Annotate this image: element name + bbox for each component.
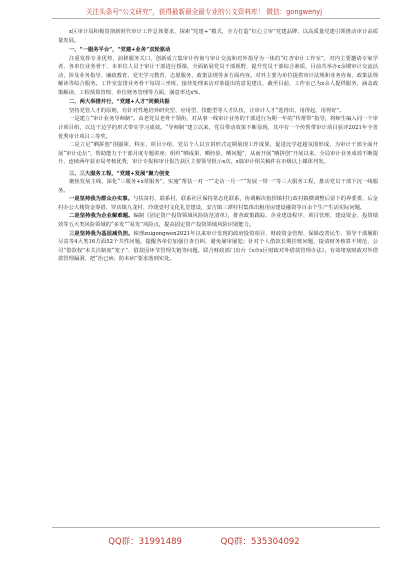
section-heading <box>58 46 378 55</box>
top-divider <box>52 18 380 19</box>
body-paragraph <box>58 107 378 116</box>
body-paragraph <box>58 141 378 167</box>
paragraph-text: 一、“一服务平台”，“党建+业务”双轮驱动 <box>69 47 171 54</box>
document-body <box>58 28 378 264</box>
paragraph-text: 与扶贫村、联系村、联系社区保持常态化联系，协调解决指挥镇村行政村镇横调整后留下的界委委、后金村办公大楼资金筹措、罗店镇九龙村、玲珑壹村文化礼堂建设，安吉镇三潭村村集体出租用房建设融资等百余个生产生活实际问题。 <box>58 196 378 211</box>
paragraph-text: 二是立足“晒拼创”围强领、科室、项目小组、党员个人以宣讲形式定期展现工作成果，促进比学赶超氛围形成，为审计干部全面开展“审计论坛”，帮助能力于干部月度专题讲座；组织“晒成果、晒经验、晒问题”，从而开展“晒拼创”开展以来，全局审计业务成效不断提升，连续两年获市局考核优秀，审计专报和审计报告获区主要领导批示x次，x篇审计相关稿件在市级以上媒体刊发。 <box>58 142 378 166</box>
paragraph-text: 聚焦发展主线，深化“三服务+x常服务”，实施“帮扶一对一”“走访一月一”“发展一带一”等三大服务工程，推动党员干部下沉一线服务。 <box>58 179 378 194</box>
body-paragraph <box>58 212 378 229</box>
section-heading <box>58 98 378 107</box>
bottom-divider <box>52 527 380 528</box>
paragraph-text: 一是建立“审计业务导师制”。由老党员老骨干领衔，对从事一线审计业务的干部进行为期一年的“传帮带”指导，将师生编入同一个审计项目组，以边干边学的形式带实学习成效。“导师制”建立以来，党员带动效果不断显现，其中有一个传帮带审计项目获评2021年全省优秀审计项目三等奖。 <box>58 116 378 140</box>
paragraph-text: 注重发挥专业优势，前移服务关口，创新成立集审计咨询与审计交流和对外指导为一体的“红杏审计工作室”，对内主要邀请专家学者、各单位业务骨干、本单位人员于审计干部进行授课，全面拓展党员干部视野，提升党员干部综合素质，目前共举办x余期审计交流活动，涉及业务指导、廉政教育、党史学习教育、志愿服务、政策法规等多方面内容。对外主要为单位提供审计法规和业务咨询、政策法规解读等综合服务。工作室安排业务骨干每周三坐班，接待处理来访对象提出的意见建议，截至目前，工作室已为x余人提供服务，涵盖政策解读、工程预算管理、单位财务管理等方面，满意率达x%。 <box>58 55 378 96</box>
paragraph-text: 梳理zuigongwen2021年以来审计发现的政府投资项目、财政资金管理、保障改善民生、领导干部履职尽责等4大类16方面52个共性问题，提醒各单位加强自查自纠，避免屡审屡犯；针对个人借款长期挂账问题，提请财务核算不规范、公司“借款权”未关注制度“笼子”、借款因环节管理失链等问题，联合财政部门出台《x市x区财政对外借款管理办法》，有效堵塞财政对外借款管理漏洞，把“治已病、防未病”要求落到实处。 <box>58 230 378 263</box>
qq-group-right: QQ群：535304092 <box>220 537 300 547</box>
paragraph-lead: 三是坚持我为基层减负担。 <box>69 230 134 237</box>
body-paragraph <box>58 178 378 195</box>
paragraph-text: 三、三大服务工程，“党建+发展”聚力创变 <box>69 170 170 177</box>
paragraph-text: x区审计局积极贯彻新时代审计工作总体要求，探索“党建+”模式，全力打造“红心立审”党建品牌，以高质量党建引领推动审计高质量发展。 <box>58 29 378 44</box>
footer <box>0 535 408 547</box>
paragraph-lead: 二是坚持我为企业解难题。 <box>69 213 134 220</box>
paragraph-text: 编制《固定资产投资领域风险防范清单》，排查政策跟踪、企业建设程序、项目管理、建设资金、投资绩效等五大类风险领域的“多发”“易发”风险点，提高固定资产投资领域风险识别能力。 <box>58 213 378 229</box>
body-paragraph <box>58 55 378 98</box>
paragraph-text: 二、两大举措并行，“党建+人才”同频共振 <box>69 99 170 106</box>
body-paragraph <box>58 28 378 45</box>
body-paragraph <box>58 115 378 141</box>
body-paragraph <box>58 195 378 212</box>
qq-group-left: QQ群：31991489 <box>108 537 182 547</box>
top-banner: 关注头条号“公文研究”，获得最新最全最专业的公文资料库！ 微信：gongwenyj <box>85 8 323 16</box>
paragraph-text: 坚持党管人才的原则，有针对性地培养研究型、应用型、技能型等人才队伍，让审计人才“选得出、用得起、用得好”。 <box>69 107 345 114</box>
body-paragraph <box>58 230 378 264</box>
paragraph-lead: 一是坚持我为群众办实事。 <box>69 196 133 203</box>
section-heading <box>58 170 378 179</box>
